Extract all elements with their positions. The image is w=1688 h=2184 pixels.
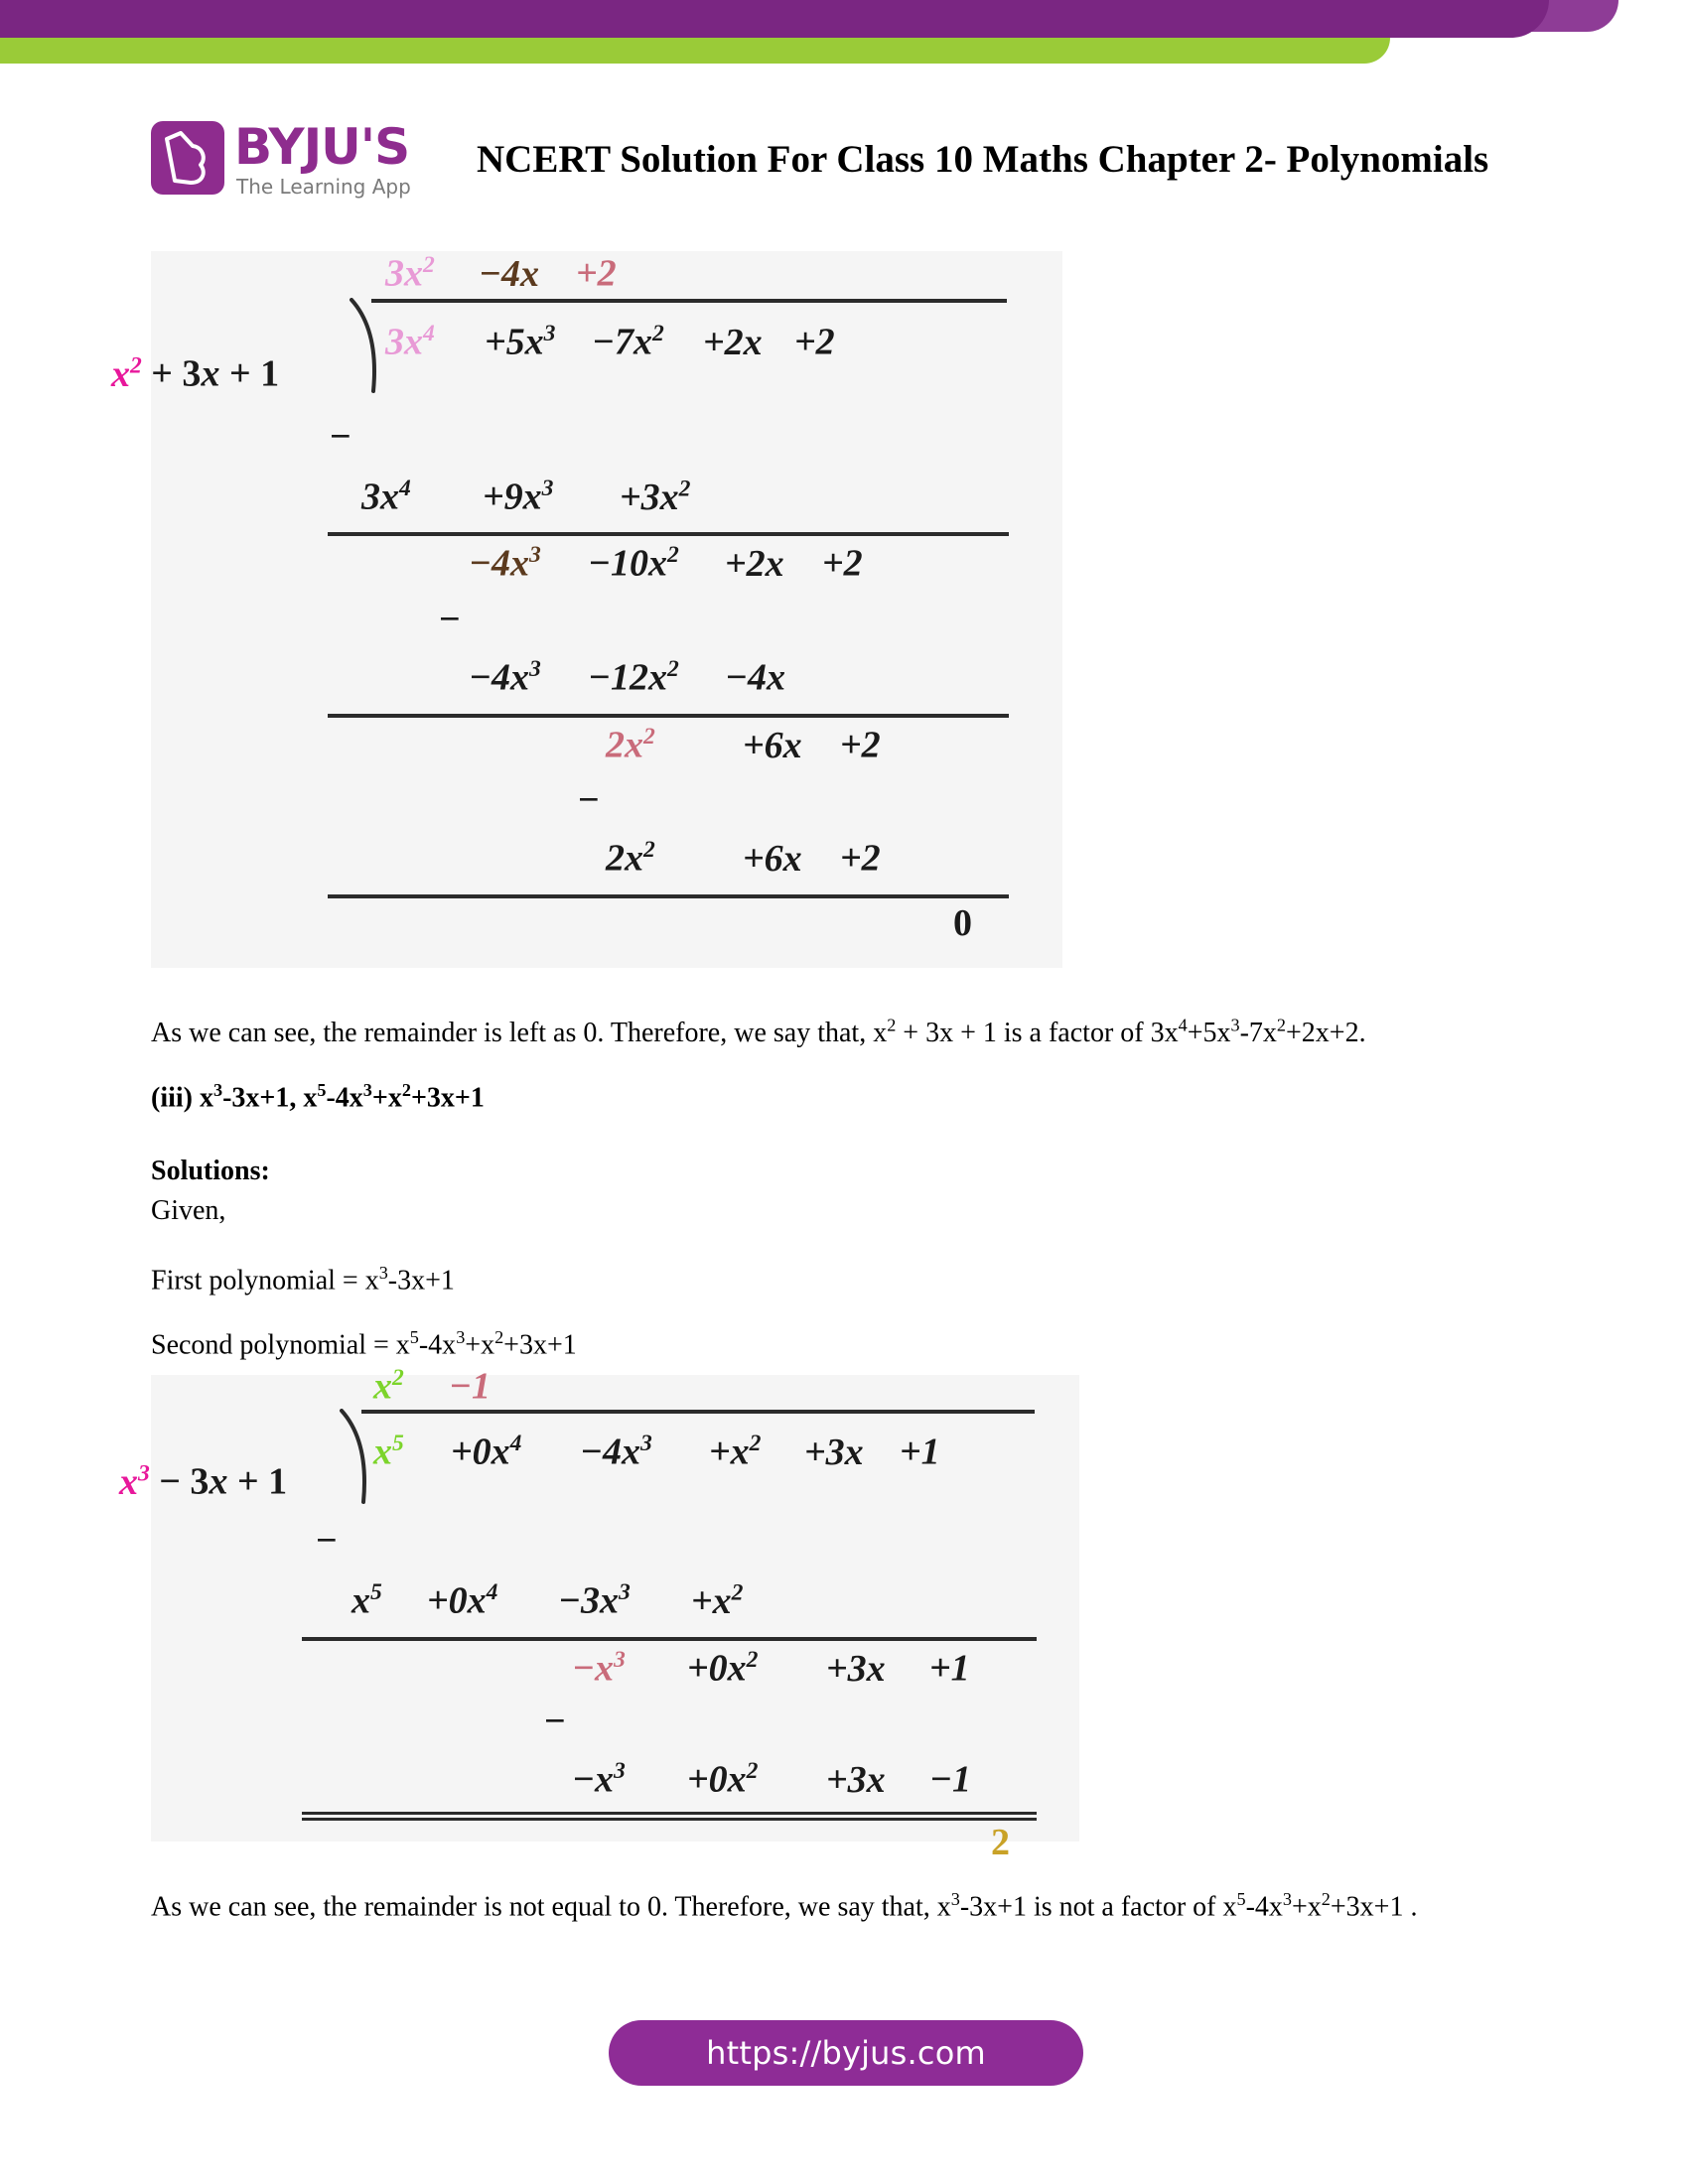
division2-dividend: $x^5 +0x^4 -4x^3 +x^2 +3x +1$	[373, 1431, 940, 1473]
byjus-url-label: https://byjus.com	[706, 2034, 986, 2072]
header-green-bar	[0, 38, 1390, 64]
division1-rule-3	[328, 894, 1009, 898]
division1-step2-remainder: $2x^2 +6x +2$	[606, 724, 881, 766]
division2-vinculum	[361, 1410, 1035, 1414]
division2-bracket-icon	[338, 1409, 371, 1504]
division2-remainder: 2	[991, 1822, 1010, 1863]
division1-divisor: $x^2 + 3x + 1$	[111, 352, 280, 395]
header-banner	[0, 0, 1688, 68]
division2-rule-2	[302, 1812, 1037, 1821]
division2-minus-2: −	[544, 1701, 566, 1742]
long-division-figure-1	[111, 251, 1062, 968]
byjus-logo	[151, 118, 459, 206]
page-title: NCERT Solution For Class 10 Maths Chapter 2- Polynomials	[477, 138, 1489, 181]
second-polynomial-line: Second polynomial = $x^5-4x^3+x^2+3x+1$	[151, 1327, 577, 1361]
solutions-label: Solutions:	[151, 1156, 270, 1186]
header-purple-bar	[0, 0, 1549, 38]
division1-rule-1	[328, 532, 1009, 536]
division1-quotient: $3x^2 -4x +2$	[385, 252, 617, 295]
division2-minus-1: −	[316, 1520, 338, 1562]
conclusion-paragraph-2: As we can see, the remainder is not equal to 0. Therefore, we say that, $x^3-3x+1$ is not a factor of $x^5-4x^3+x^2+3x+1$ .	[151, 1889, 1418, 1923]
byjus-wordmark: BYJU'S	[234, 118, 410, 176]
division2-step2-product: $-x^3 +0x^2 +3x -1$	[572, 1758, 972, 1801]
division1-minus-2: −	[439, 599, 461, 640]
division1-step2-product: $-4x^3 -12x^2 -4x$	[469, 656, 786, 699]
division1-rule-2	[328, 714, 1009, 718]
byjus-url-button[interactable]	[609, 2020, 1083, 2086]
division1-dividend: $3x^4 +5x^3 -7x^2 +2x +2$	[385, 321, 835, 363]
division1-remainder: 0	[953, 902, 972, 944]
division1-minus-1: −	[330, 416, 352, 458]
division1-bracket-icon	[348, 298, 381, 393]
division2-quotient: $x^2 -1$	[373, 1365, 492, 1408]
division2-divisor: $x^3 - 3x + 1$	[119, 1460, 288, 1503]
conclusion-1-text: As we can see, the remainder is left as 0. Therefore, we say that, $x^2 + 3x + 1$ is a factor of $3x^4+5x^3-7x^2+2x+2$.	[151, 1016, 1366, 1049]
part-iii-heading: (iii) $x^3-3x+1$, $x^5-4x^3+x^2+3x+1$	[151, 1080, 485, 1114]
division1-vinculum	[371, 299, 1007, 303]
long-division-figure-2	[119, 1365, 1079, 1863]
division2-rule-1	[302, 1637, 1037, 1641]
division1-step1-product: $3x^4 +9x^3 +3x^2$	[361, 476, 691, 518]
first-polynomial-line: First polynomial = $x^3-3x+1$	[151, 1263, 455, 1297]
division2-step1-product: $x^5 +0x^4 -3x^3 +x^2$	[352, 1579, 744, 1622]
conclusion-paragraph-1	[151, 1016, 1366, 1050]
division1-step3-product: $2x^2 +6x +2$	[606, 837, 881, 880]
given-label: Given,	[151, 1195, 226, 1226]
byjus-tagline: The Learning App	[236, 175, 411, 199]
byjus-logo-mark-icon	[151, 121, 224, 195]
division1-minus-3: −	[578, 779, 600, 821]
division2-step1-remainder: $-x^3 +0x^2 +3x +1$	[572, 1647, 970, 1690]
division1-step1-remainder: $-4x^3 -10x^2 +2x +2$	[469, 542, 863, 585]
